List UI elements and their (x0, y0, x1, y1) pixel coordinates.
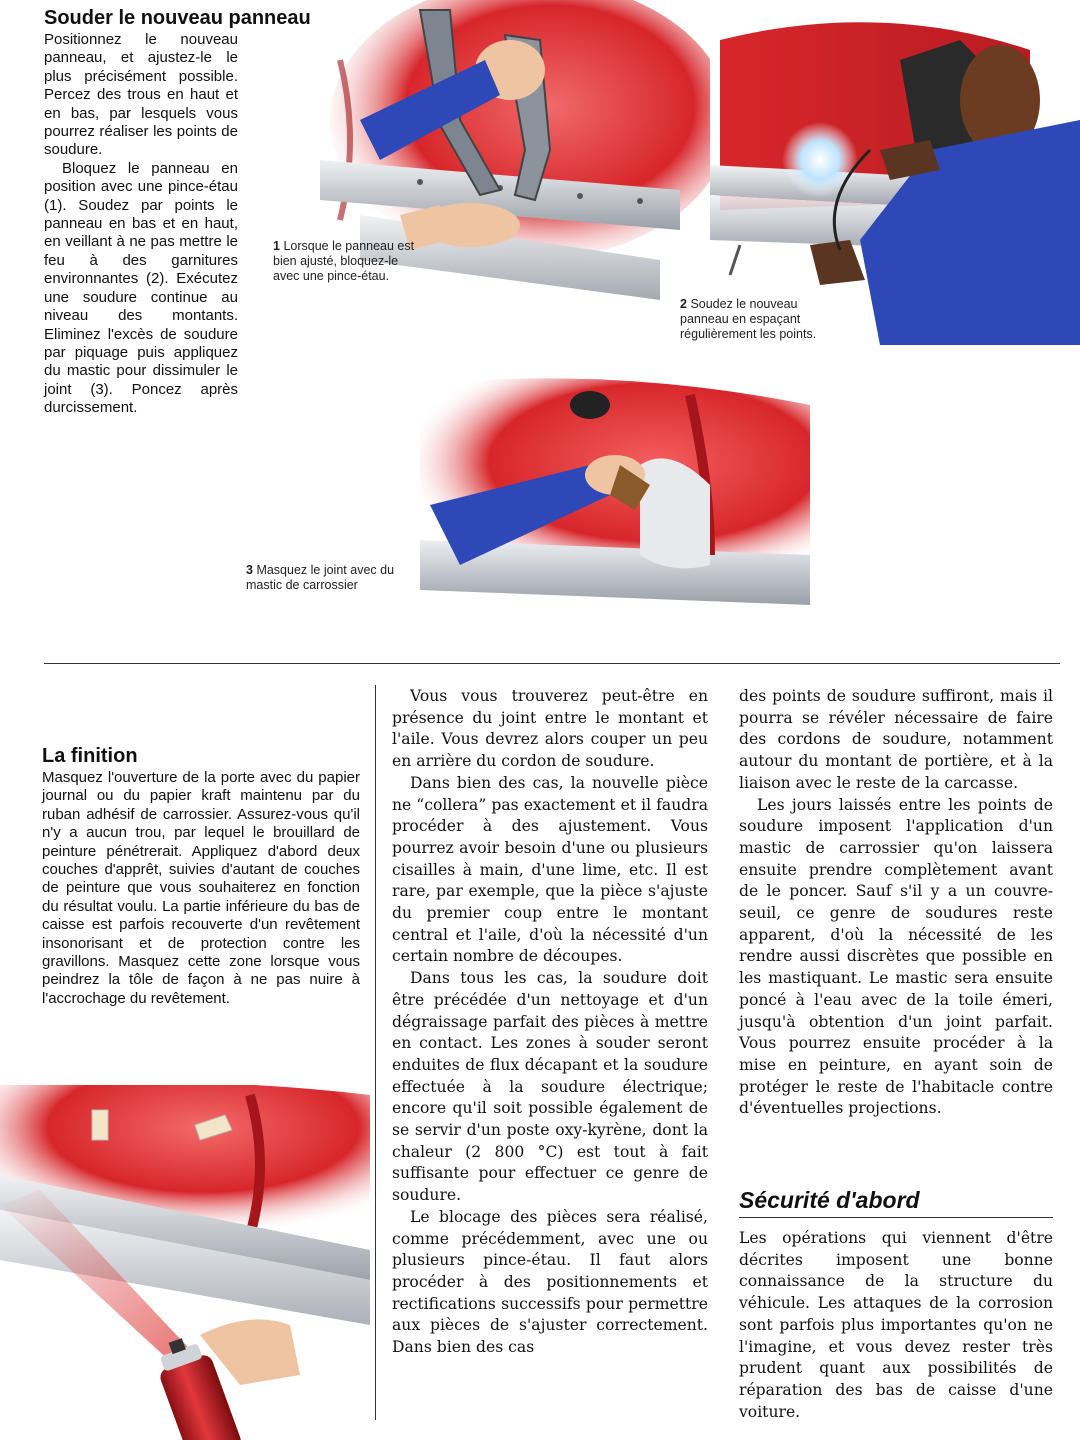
column-3 (739, 686, 1053, 1120)
column-2 (392, 686, 708, 1359)
section-finish-paragraph: Masquez l'ouverture de la porte avec du papier journal ou du papier kraft maintenu par du ruban adhésif de carrossier. Assurez-vous qu'il n'y a aucun trou, par lequel le brouillard de peinture pénétrerait. Appliquez d'abord deux couches d'apprêt, suivies d'autant de couches de peinture que vous souhaiterez en fonction du résultat voulu. La partie inférieure du bas de caisse est parfois recouverte d'un revêtement insonorisant et de protection contre les gravillons. Masquez cette zone lorsque vous peindrez la tôle de façon à ne pas nuire à l'accrochage du revêtement. (42, 769, 360, 1007)
section-finish (42, 745, 360, 1008)
caption-1-text: Lorsque le panneau est bien ajusté, bloquez-le avec une pince-étau. (273, 239, 415, 283)
section-safety-paragraph: Les opérations qui viennent d'être décrites imposent une bonne connaissance de la structure du véhicule. Les attaques de la corrosion sont parfois plus importantes qu'on ne l'imagine, et vous devez rester très prudent quant aux possibilités de réparation des bas de caisse d'une voiture. (739, 1229, 1053, 1421)
section-weld (44, 7, 311, 418)
caption-1-number: 1 (273, 239, 280, 253)
caption-2-number: 2 (680, 297, 687, 311)
section-safety-title: Sécurité d'abord (739, 1187, 920, 1213)
column-divider (375, 685, 376, 1420)
section-finish-title: La finition (42, 745, 138, 767)
illustration-filler (410, 365, 830, 625)
horizontal-divider (44, 663, 1060, 664)
caption-3-number: 3 (246, 563, 253, 577)
column-3-paragraph-2: Les jours laissés entre les points de soudure imposent l'application d'un mastic de carrossier qu'on laissera ensuite prendre complètement avant de le poncer. Sauf s'il y a un couvre-seuil, ce genre de soudures reste apparent, d'où la nécessité de les rendre aussi discrètes que possible en les mastiquant. Le mastic sera ensuite poncé à l'eau avec de la toile émeri, jusqu'à obtention d'un joint parfait. Vous pourrez ensuite procéder à la mise en peinture, en ayant soin de protéger le reste de l'habitacle contre d'éventuelles projections. (739, 795, 1053, 1118)
column-2-paragraph-2: Dans bien des cas, la nouvelle pièce ne “collera” pas exactement et il faudra procéder à des ajustement. Vous pourrez avoir besoin d'une ou plusieurs cisailles à main, d'une lime, etc. Il est rare, par exemple, que la pièce s'ajuste du premier coup entre le montant central et l'aile, d'où la nécessité d'un certain nombre de découpes. (392, 773, 708, 966)
illustration-spray (0, 1085, 370, 1440)
caption-2 (680, 297, 840, 342)
caption-2-text: Soudez le nouveau panneau en espaçant régulièrement les points. (680, 297, 817, 341)
illustration-welder (700, 0, 1080, 345)
section-safety (739, 1186, 1053, 1423)
section-weld-paragraph-2: Bloquez le panneau en position avec une pince-étau (1). Soudez par points le panneau en bas et en haut, en veillant à ne pas mettre le feu à des garnitures environnantes (2). Exécutez une soudure continue au niveau des montants. Eliminez l'excès de soudure par piquage puis appliquez du mastic pour dissimuler le joint (3). Poncez après durcissement. (44, 159, 238, 417)
caption-1 (273, 239, 423, 284)
column-2-paragraph-1: Vous vous trouverez peut-être en présence du joint entre le montant et l'aile. Vous devrez alors couper un peu en arrière du cordon de soudure. (392, 687, 708, 771)
caption-3 (246, 563, 396, 593)
caption-3-text: Masquez le joint avec du mastic de carrossier (246, 563, 395, 592)
safety-title-underline (739, 1217, 1053, 1218)
column-2-paragraph-4: Le blocage des pièces sera réalisé, comme précédemment, avec une ou plusieurs pince-étau. Il faut alors procéder à des positionnements et rectifications successifs pour permettre aux pièces de s'ajuster correctement. Dans bien des cas (392, 1207, 708, 1357)
section-weld-paragraph-1: Positionnez le nouveau panneau, et ajustez-le le plus précisément possible. Percez des trous en haut et en bas, par lesquels vous pourrez réaliser les points de soudure. (44, 31, 238, 159)
column-2-paragraph-3: Dans tous les cas, la soudure doit être précédée d'un nettoyage et d'un dégraissage parfait des pièces à mettre en contact. Les zones à souder seront enduites de flux décapant et la soudure effectuée à la soudure électrique; encore qu'il soit possible également de se servir d'un poste oxy-kyrène, dont la chaleur (2 800 °C) est tout à fait suffisante pour effectuer ce genre de soudure. (392, 969, 708, 1205)
section-weld-title: Souder le nouveau panneau (44, 7, 311, 29)
column-3-paragraph-1: des points de soudure suffiront, mais il pourra se révéler nécessaire de faire des cordons de soudure, notamment autour du montant de portière, et à la liaison avec le reste de la carcasse. (739, 687, 1053, 792)
